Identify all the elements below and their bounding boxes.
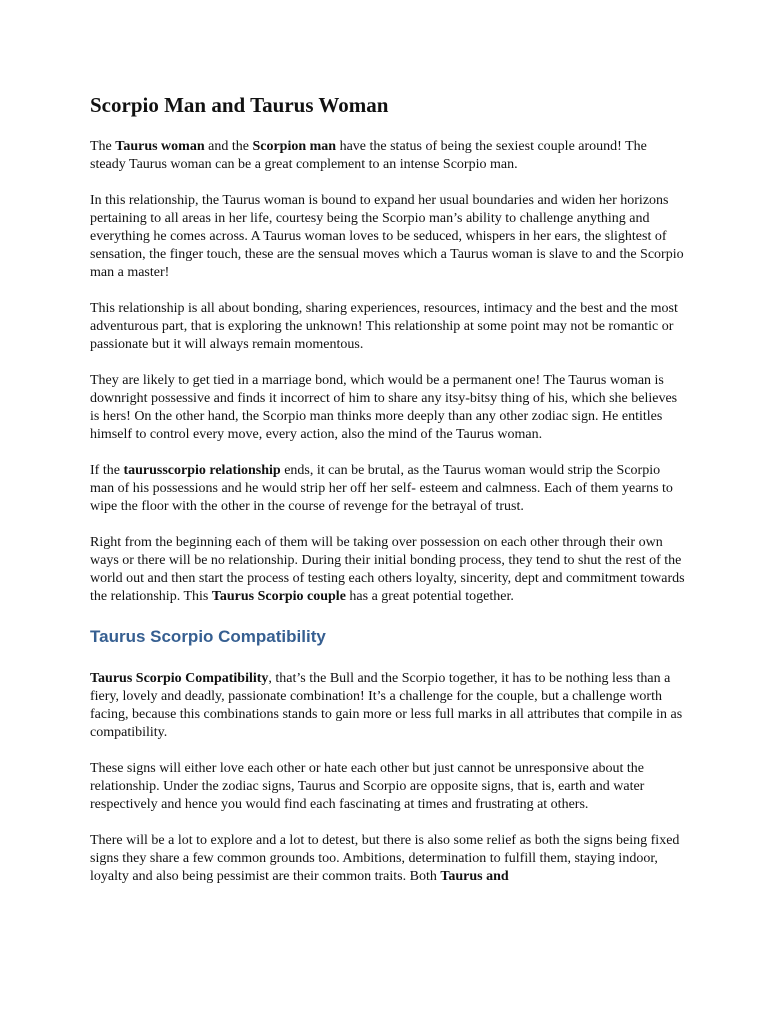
paragraph-8: These signs will either love each other or hate each other but just cannot be unresponsive about the relationship. Under the zodiac signs, Taurus and Scorpio are opposite signs, that is, earth and water respectively and hence you would find each fascinating at times and frustrating at others. — [90, 761, 645, 812]
text-run: Right from the beginning each of them will be taking over possession on each other through their own ways or there will be no relationship. During their initial bonding process, they tend to shut the rest of the world out and then start the process of testing each others loyalty, sincerity, dept and commitment towards the relationship. This — [90, 535, 685, 604]
text-run: The — [90, 139, 116, 154]
paragraph-9 — [90, 832, 686, 886]
section-heading: Taurus Scorpio Compatibility — [90, 627, 326, 646]
bold-run: Taurus and — [440, 869, 509, 884]
document-page — [90, 92, 686, 904]
bold-run: Taurus Scorpio Compatibility — [90, 671, 269, 686]
paragraph-7 — [90, 670, 686, 742]
paragraph-4: They are likely to get tied in a marriage bond, which would be a permanent one! The Taurus woman is downright possessive and finds it incorrect of him to share any itsy-bitsy thing of his, which she believes is hers! On the other hand, the Scorpio man thinks more deeply than any other zodiac sign. He entitles himself to control every move, every action, also the mind of the Taurus woman. — [90, 373, 678, 442]
text-run: have the status of being the sexiest couple around! The steady Taurus woman can be a great complement to an intense Scorpio man. — [90, 139, 647, 172]
text-run: If the — [90, 463, 124, 478]
bold-run: Taurus woman — [115, 139, 205, 154]
paragraph-1 — [90, 138, 686, 174]
paragraph-2: In this relationship, the Taurus woman is bound to expand her usual boundaries and widen her horizons pertaining to all areas in her life, courtesy being the Scorpio man’s ability to challenge anything and everything he comes across. A Taurus woman loves to be seduced, whispers in her ears, the slightest of sensation, the finger touch, these are the sensual moves which a Taurus woman is slave to and the Scorpio man a master! — [90, 193, 684, 280]
text-run: has a great potential together. — [345, 589, 514, 604]
text-run: , that’s the Bull and the Scorpio together, it has to be nothing less than a fiery, lovely and deadly, passionate combination! It’s a challenge for the couple, but a challenge worth facing, because this combinations stands to gain more or less full marks in all attributes that compile in as compatibility. — [90, 671, 683, 740]
text-run: and the — [204, 139, 253, 154]
text-run: There will be a lot to explore and a lot to detest, but there is also some relief as both the signs being fixed signs they share a few common grounds too. Ambitions, determination to fulfill them, staying indoor, loyalty and also being pessimist are their common traits. Both — [90, 833, 680, 884]
paragraph-6 — [90, 534, 686, 606]
paragraph-3: This relationship is all about bonding, sharing experiences, resources, intimacy and the best and the most adventurous part, that is exploring the unknown! This relationship at some point may not be romantic or passionate but it will always remain momentous. — [90, 301, 678, 352]
bold-run: taurusscorpio relationship — [123, 463, 281, 478]
bold-run: Scorpion man — [252, 139, 337, 154]
text-run: ends, it can be brutal, as the Taurus woman would strip the Scorpio man of his possessions and he would strip her off her self- esteem and calmness. Each of them yearns to wipe the floor with the other in the course of revenge for the betrayal of trust. — [90, 463, 673, 514]
bold-run: Taurus Scorpio couple — [211, 589, 346, 604]
paragraph-5 — [90, 462, 686, 516]
page-title: Scorpio Man and Taurus Woman — [90, 93, 389, 117]
